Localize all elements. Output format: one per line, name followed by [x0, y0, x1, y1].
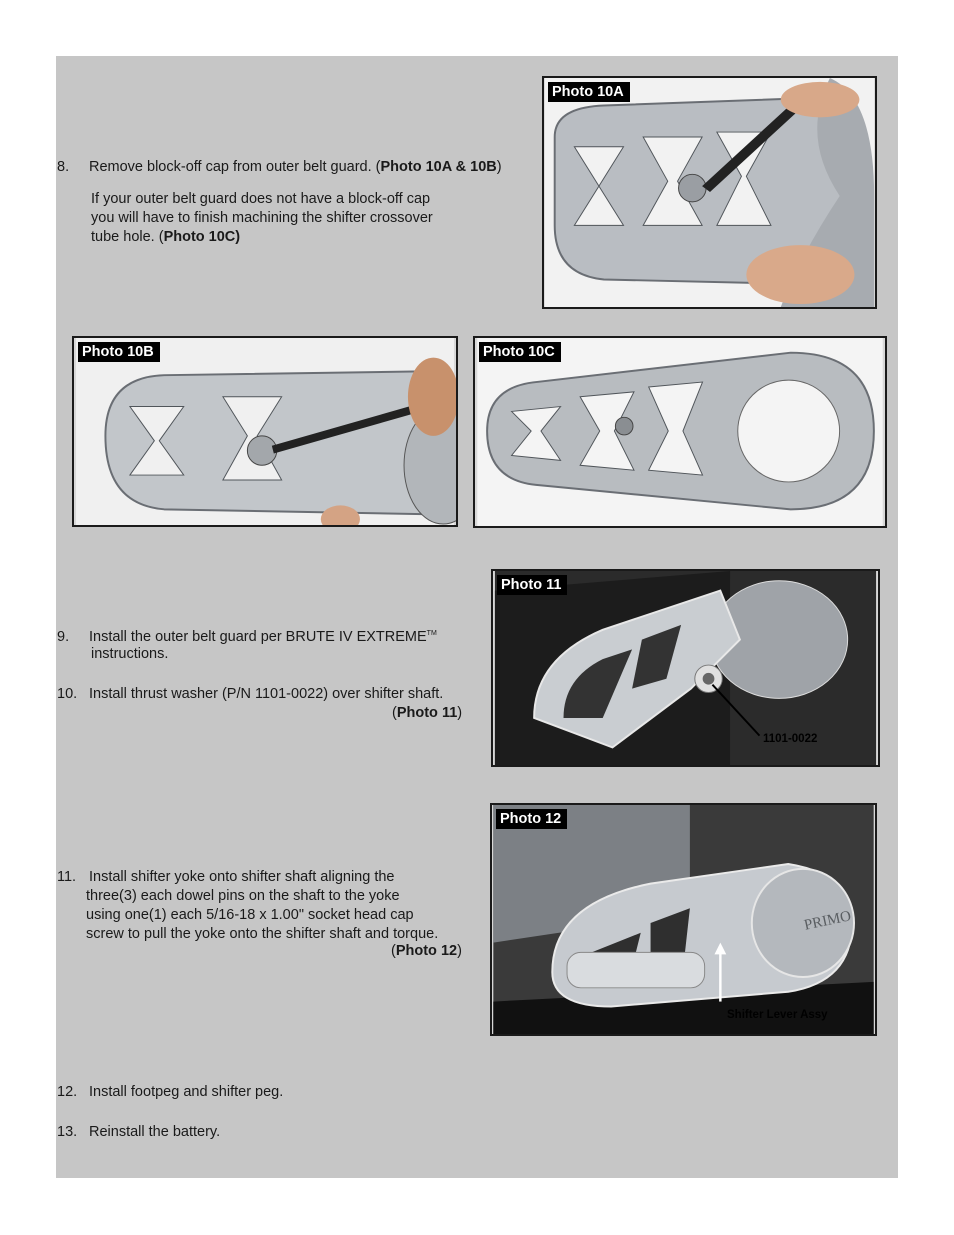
step-8	[57, 158, 502, 177]
note-text: tube hole. (	[91, 229, 164, 245]
step-number: 8.	[57, 159, 70, 175]
step-text: Install footpeg and shifter peg.	[89, 1084, 284, 1100]
step-text: Install shifter yoke onto shifter shaft aligning the	[89, 869, 395, 885]
belt-guard-image	[74, 338, 456, 525]
photo-10c	[473, 336, 887, 528]
belt-guard-image	[475, 338, 885, 526]
belt-guard-installed-image	[493, 571, 878, 765]
photo-reference: Photo 10A & 10B	[380, 159, 497, 175]
note-line: If your outer belt guard does not have a block-off cap	[91, 191, 431, 207]
photo-11	[491, 569, 880, 767]
step-12	[57, 1083, 283, 1102]
step-text: Remove block-off cap from outer belt guard. (	[89, 159, 381, 175]
photo-caption: Photo 12	[496, 809, 567, 829]
step-number: 9.	[57, 628, 70, 645]
step-11	[57, 868, 394, 887]
step-text: Install thrust washer (P/N 1101-0022) over shifter shaft.	[89, 686, 444, 702]
photo-caption: Photo 10B	[78, 342, 160, 362]
photo-reference: Photo 10C)	[163, 229, 241, 245]
photo-caption: Photo 10A	[548, 82, 630, 102]
step-13	[57, 1123, 220, 1142]
note-line	[91, 228, 433, 247]
photo-10b	[72, 336, 458, 527]
step-11-cont	[86, 887, 438, 944]
photo-caption: Photo 11	[497, 575, 567, 595]
primo-emblem: PRIMO	[802, 908, 853, 934]
step-10-ref	[392, 704, 462, 723]
step-number: 10.	[57, 686, 78, 702]
part-callout-label: Shifter Lever Assy	[727, 1009, 828, 1021]
paren: (	[392, 705, 397, 721]
photo-reference: Photo 12	[395, 943, 458, 959]
step-number: 13.	[57, 1124, 78, 1140]
belt-guard-image	[544, 78, 875, 307]
step-line: using one(1) each 5/16-18 x 1.00" socket head cap	[86, 907, 414, 923]
step-10	[57, 685, 443, 704]
trademark: TM	[426, 630, 437, 637]
step-text: Reinstall the battery.	[89, 1124, 221, 1140]
paren: (	[391, 943, 396, 959]
photo-10a	[542, 76, 877, 309]
photo-12	[490, 803, 877, 1036]
step-number: 11.	[57, 869, 77, 885]
paren: )	[457, 705, 463, 721]
step-8-note	[91, 190, 433, 247]
note-line: you will have to finish machining the shifter crossover	[91, 210, 433, 226]
step-text: Install the outer belt guard per BRUTE IV EXTREME	[89, 628, 427, 645]
step-9-line2: instructions.	[91, 646, 169, 662]
paren: )	[496, 159, 502, 175]
photo-reference: Photo 11	[396, 705, 458, 721]
step-number: 12.	[57, 1084, 78, 1100]
step-line: screw to pull the yoke onto the shifter shaft and torque.	[86, 926, 439, 942]
photo-caption: Photo 10C	[479, 342, 561, 362]
paren: )	[457, 943, 462, 959]
part-callout-label: 1101-0022	[763, 733, 818, 745]
step-9	[57, 624, 437, 647]
step-line: three(3) each dowel pins on the shaft to the yoke	[86, 888, 400, 904]
step-11-ref	[391, 942, 462, 961]
